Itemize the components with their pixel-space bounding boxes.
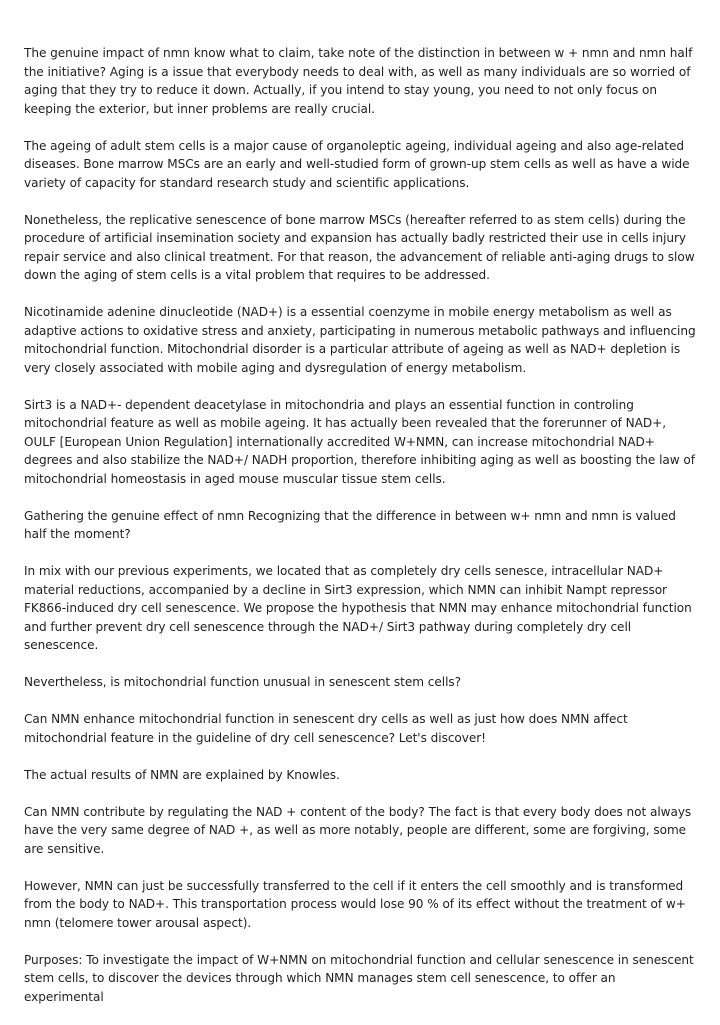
paragraph: Can NMN enhance mitochondrial function in senescent dry cells as well as just how does NMN affect mitochondrial feature in the guideline of dry cell senescence? Let's discover! xyxy=(24,712,628,745)
paragraph: Purposes: To investigate the impact of W+NMN on mitochondrial function and cellular senescence in senescent stem cells, to discover the devices through which NMN manages stem cell senescence, to offer an experimental xyxy=(24,952,694,1004)
paragraph: Nevertheless, is mitochondrial function unusual in senescent stem cells? xyxy=(24,675,462,689)
paragraph: Gathering the genuine effect of nmn Recognizing that the difference in between w+ nmn and nmn is valued half the moment? xyxy=(24,508,676,541)
paragraph: Can NMN contribute by regulating the NAD + content of the body? The fact is that every body does not always have the very same degree of NAD +, as well as more notably, people are different, some are forgiving, some are sensitive. xyxy=(24,804,692,856)
paragraph: The genuine impact of nmn know what to claim, take note of the distinction in between w + nmn and nmn half the initiative? Aging is a issue that everybody needs to deal with, as well as many individuals are so worried of aging that they try to reduce it down. Actually, if you intend to stay young, you need to not only focus on keeping the exterior, but inner problems are really crucial. xyxy=(24,46,693,116)
paragraph: In mix with our previous experiments, we located that as completely dry cells senesce, intracellular NAD+ material reductions, accompanied by a decline in Sirt3 expression, which NMN can inhibit Nampt repressor FK866-induced dry cell senescence. We propose the hypothesis that NMN may enhance mitochondrial function and further prevent dry cell senescence through the NAD+/ Sirt3 pathway during completely dry cell senescence. xyxy=(24,564,692,652)
paragraph: The ageing of adult stem cells is a major cause of organoleptic ageing, individual ageing and also age-related diseases. Bone marrow MSCs are an early and well-studied form of grown-up stem cells as well as have a wide variety of capacity for standard research study and scientific applications. xyxy=(24,138,690,190)
paragraph: Nonetheless, the replicative senescence of bone marrow MSCs (hereafter referred to as stem cells) during the procedure of artificial insemination society and expansion has actually badly restricted their use in cells injury repair service and also clinical treatment. For that reason, the advancement of reliable anti-aging drugs to slow down the aging of stem cells is a vital problem that requires to be addressed. xyxy=(24,212,695,282)
paragraph: Sirt3 is a NAD+- dependent deacetylase in mitochondria and plays an essential function in controling mitochondrial feature as well as mobile ageing. It has actually been revealed that the forerunner of NAD+, OULF [European Union Regulation] internationally accredited W+NMN, can increase mitochondrial NAD+ degrees and also stabilize the NAD+/ NADH proportion, therefore inhibiting aging as well as boosting the law of mitochondrial homeostasis in aged mouse muscular tissue stem cells. xyxy=(24,397,695,486)
paragraph: Nicotinamide adenine dinucleotide (NAD+) is a essential coenzyme in mobile energy metabolism as well as adaptive actions to oxidative stress and anxiety, participating in numerous metabolic pathways and influencing mitochondrial function. Mitochondrial disorder is a particular attribute of ageing as well as NAD+ depletion is very closely associated with mobile aging and dysregulation of energy metabolism. xyxy=(24,305,696,375)
paragraph: The actual results of NMN are explained by Knowles. xyxy=(24,767,340,782)
document-body xyxy=(24,44,696,1025)
paragraph: However, NMN can just be successfully transferred to the cell if it enters the cell smoothly and is transformed from the body to NAD+. This transportation process would lose 90 % of its effect without the treatment of w+ nmn (telomere tower arousal aspect). xyxy=(24,878,686,930)
